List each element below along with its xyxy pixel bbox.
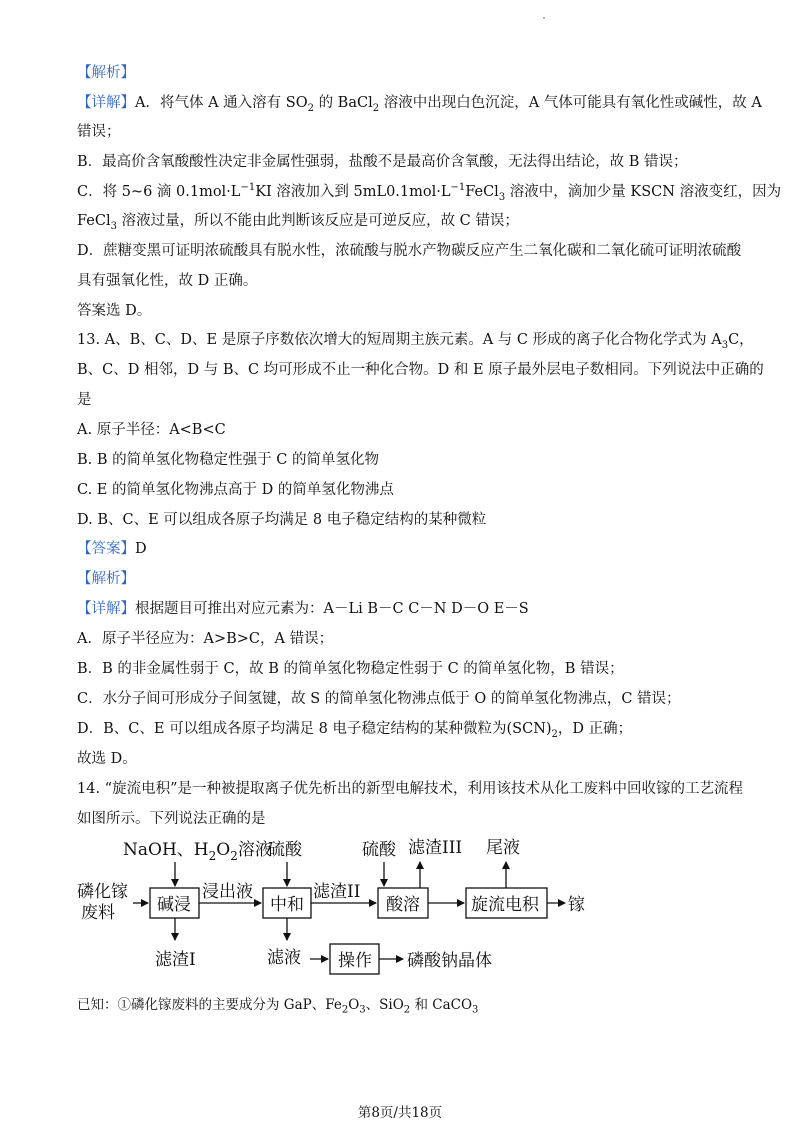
- filtrate-label: 滤液: [267, 948, 301, 968]
- box-operation-label: 操作: [338, 951, 372, 971]
- q14-stem-line1: 14. “旋流电积”是一种被提取离子优先析出的新型电解技术，利用该技术从化工废料中回收镓的工艺流程: [77, 781, 743, 797]
- residue-2-label: 滤渣II: [313, 882, 361, 902]
- q13-option-c: C. E 的简单氢化物沸点高于 D 的简单氢化物沸点: [77, 482, 394, 498]
- answer-value: D: [135, 541, 147, 557]
- q12-answer: 答案选 D。: [77, 303, 152, 319]
- q14-stem-line2: 如图所示。下列说法正确的是: [77, 811, 266, 827]
- reagent-sulfuric-2: 硫酸: [362, 840, 396, 860]
- q13-exp-c: C．水分子间可形成分子间氢键，故 S 的简单氢化物沸点低于 O 的简单氢化物沸点，C 错误；: [77, 691, 681, 707]
- detail-tag: 【详解】: [77, 95, 135, 111]
- q13-conclusion: 故选 D。: [77, 751, 137, 767]
- q12-detail-c-line1: C．将 5~6 滴 $0.1mol\cdot L^{-1}KI$ 溶液加入到 $5mL0.1mol\cdot L^{-1}FeCl_3$ 溶液中，滴加少量 KSCN 溶液变红，因为: [77, 182, 782, 203]
- residue-1-label: 滤渣I: [155, 950, 196, 970]
- input-label-line2: 废料: [81, 903, 115, 923]
- box-electrowinning-label: 旋流电积: [471, 895, 539, 915]
- q14-known: 已知：①磷化镓废料的主要成分为 GaP、$Fe_2O_3$、SiO$_2$ 和 CaCO$_3$: [77, 997, 479, 1016]
- analysis-heading: 【解析】: [77, 65, 135, 81]
- q12-detail-a-line1: 【详解】A．将气体 A 通入溶有 $SO_2$ 的 BaCl$_2$ 溶液中出现白色沉淀，A 气体可能具有氧化性或碱性，故 A: [77, 95, 762, 114]
- q13-exp-d: D．B、C、E 可以组成各原子均满足 8 电子稳定结构的某种微粒为$(SCN)_2$，D 正确；: [77, 721, 633, 740]
- q12-detail-a-line2: 错误；: [77, 124, 121, 140]
- product-sodium-phosphate: 磷酸钠晶体: [407, 951, 492, 971]
- q12-detail-d-line1: D．蔗糖变黑可证明浓硫酸具有脱水性，浓硫酸与脱水产物碳反应产生二氧化碳和二氧化硫可证明浓硫酸: [77, 243, 742, 259]
- scan-dot: [543, 17, 545, 19]
- q13-option-a: A. 原子半径：A<B<C: [77, 422, 226, 438]
- reagent-naoh-h2o2: NaOH、$H_2O_2$溶液: [123, 840, 272, 863]
- page-footer: 第8页/共18页: [357, 1105, 443, 1121]
- q12-detail-b: B．最高价含氧酸酸性决定非金属性强弱，盐酸不是最高价含氧酸，无法得出结论，故 B 错误；: [77, 154, 688, 170]
- q12-detail-c-line2: FeCl$_3$ 溶液过量，所以不能由此判断该反应是可逆反应，故 C 错误；: [77, 213, 519, 232]
- q13-exp-a: A．原子半径应为：A>B>C，A 错误；: [77, 631, 334, 647]
- leachate-label: 浸出液: [202, 882, 253, 902]
- box-acid-dissolve-label: 酸溶: [386, 895, 420, 915]
- residue-3: 滤渣III: [408, 838, 463, 858]
- input-label-line1: 磷化镓: [77, 882, 128, 902]
- process-flowchart: [0, 830, 800, 980]
- q13-detail: 【详解】根据题目可推出对应元素为：A－Li B－C C－N D－O E－S: [77, 601, 529, 617]
- answer-tag: 【答案】: [77, 541, 135, 557]
- q13-detail-tag: 【详解】: [77, 601, 135, 617]
- box-alkali-leach-label: 碱浸: [157, 895, 191, 915]
- q13-analysis-heading: 【解析】: [77, 571, 135, 587]
- q13-answer: [77, 540, 147, 558]
- q13-stem-line2: B、C、D 相邻，D 与 B、C 均可形成不止一种化合物。D 和 E 原子最外层电子数相同。下列说法中正确的: [77, 362, 764, 378]
- q13-stem-line3: 是: [77, 392, 92, 408]
- reagent-sulfuric-1: 硫酸: [268, 840, 302, 860]
- q13-stem-line1: 13. A、B、C、D、E 是原子序数依次增大的短周期主族元素。A 与 C 形成的离子化合物化学式为 $A_3C$，: [77, 332, 754, 351]
- q12-detail-d-line2: 具有强氧化性，故 D 正确。: [77, 273, 258, 289]
- q13-option-b: B. B 的简单氢化物稳定性强于 C 的简单氢化物: [77, 452, 379, 468]
- box-neutralize-label: 中和: [270, 895, 304, 915]
- q13-exp-b: B．B 的非金属性弱于 C，故 B 的简单氢化物稳定性弱于 C 的简单氢化物，B 错误；: [77, 661, 624, 677]
- q13-option-d: D. B、C、E 可以组成各原子均满足 8 电子稳定结构的某种微粒: [77, 512, 487, 528]
- tail-liquid: 尾液: [486, 838, 520, 858]
- product-gallium: 镓: [568, 895, 585, 915]
